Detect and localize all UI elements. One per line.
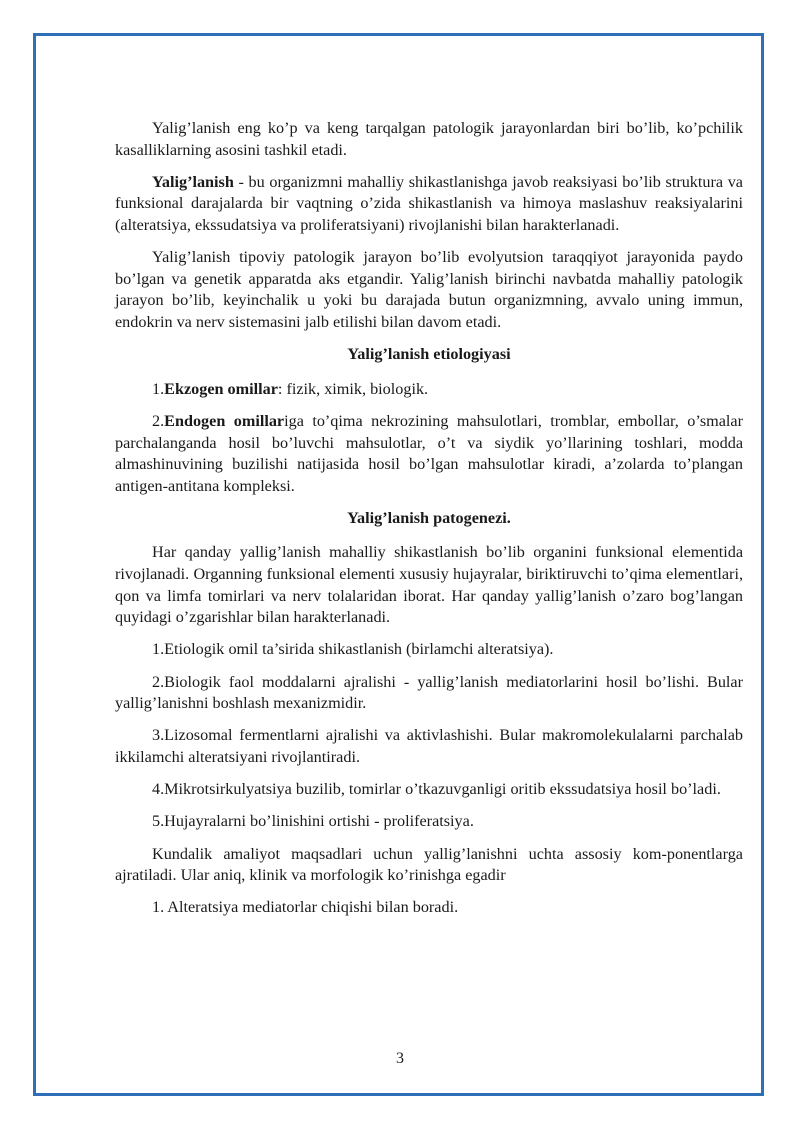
paragraph-components: Kundalik amaliyot maqsadlari uchun yallig’lanishni uchta assosiy kom-ponentlarga ajratiladi. Ular aniq, klinik va morfologik ko’rinishga egadir bbox=[115, 844, 743, 885]
paragraph-intro: Yalig’lanish eng ko’p va keng tarqalgan patologik jarayonlardan biri bo’lib, ko’pchilik kasalliklarning asosini tashkil etadi. bbox=[115, 119, 743, 159]
heading-etiology: Yalig’lanish etiologiyasi bbox=[347, 345, 511, 364]
pathogenesis-item: 4.Mikrotsirkulyatsiya buzilib, tomirlar o’tkazuvganligi oritib ekssudatsiya hosil bo’ladi. bbox=[152, 780, 721, 799]
exogenous-text: : fizik, ximik, biologik. bbox=[277, 379, 429, 398]
heading-pathogenesis: Yalig’lanish patogenezi. bbox=[347, 508, 511, 527]
pathogenesis-item: 1.Etiologik omil ta’sirida shikastlanish (birlamchi alteratsiya). bbox=[152, 640, 554, 659]
etiology-item-2 bbox=[115, 411, 743, 497]
page-number: 3 bbox=[396, 1050, 404, 1067]
endogenous-term: Endogen omillar bbox=[164, 411, 285, 430]
endogenous-text: iga to’qima nekrozining mahsulotlari, tromblar, embollar, o’smalar parchalanganda hosil bo’luvchi mahsulotlar, o’t va siydik yo’llarining toshlari, modda almashinuvining buzilishi natijasida hosil bo’lgan mahsulotlar kiradi, a’zolarda to’plangan antigen-antitana kompleksi. bbox=[115, 411, 743, 495]
definition-term: Yalig’lanish bbox=[152, 172, 234, 191]
exogenous-term: Ekzogen omillar bbox=[164, 379, 278, 398]
item-number: 1. bbox=[152, 379, 165, 398]
paragraph-alteration: 1. Alteratsiya mediatorlar chiqishi bilan boradi. bbox=[152, 898, 459, 917]
pathogenesis-item: 5.Hujayralarni bo’linishini ortishi - proliferatsiya. bbox=[152, 812, 474, 831]
item-number: 2. bbox=[152, 411, 165, 430]
paragraph-definition bbox=[115, 172, 743, 237]
pathogenesis-intro: Har qanday yallig’lanish mahalliy shikastlanish bo’lib organini funksional elementida rivojlanadi. Organning funksional elementi xususiy hujayralar, biriktiruvchi to’qima elementlari, qon va limfa tomirlari va nerv tolalaridan iborat. Har qanday yallig’lanish o’zaro bog’langan quyidagi o’zgarishlar bilan harakterlanadi. bbox=[115, 543, 743, 627]
paragraph-typical-process: Yalig’lanish tipoviy patologik jarayon bo’lib evolyutsion taraqqiyot jarayonida paydo bo’lgan va genetik apparatda aks etgandir. Yalig’lanish birinchi navbatda mahalliy patologik jarayon bo’lib, keyinchalik u yoki bu darajada butun organizmning, avvalo uning immun, endokrin va nerv sistemasini jalb etilishi bilan davom etadi. bbox=[115, 248, 743, 331]
pathogenesis-item: 3.Lizosomal fermentlarni ajralishi va aktivlashishi. Bular makromolekulalarni parchalab ikkilamchi alteratsiyani rivojlantiradi. bbox=[115, 726, 743, 766]
document-body bbox=[115, 118, 743, 930]
pathogenesis-item: 2.Biologik faol moddalarni ajralishi - yallig’lanish mediatorlarini hosil bo’lishi. Bular yallig’lanishni boshlash mexanizmidir. bbox=[115, 672, 743, 713]
definition-text: - bu organizmni mahalliy shikastlanishga javob reaksiyasi bo’lib struktura va funksional darajalarda bir vaqtning o’zida shikastlanish va himoya maslashuv reaksiyalarini (alteratsiya, ekssudatsiya va proliferatsiyani) rivojlanishi bilan harakterlanadi. bbox=[115, 172, 743, 234]
etiology-item-1 bbox=[115, 379, 743, 401]
